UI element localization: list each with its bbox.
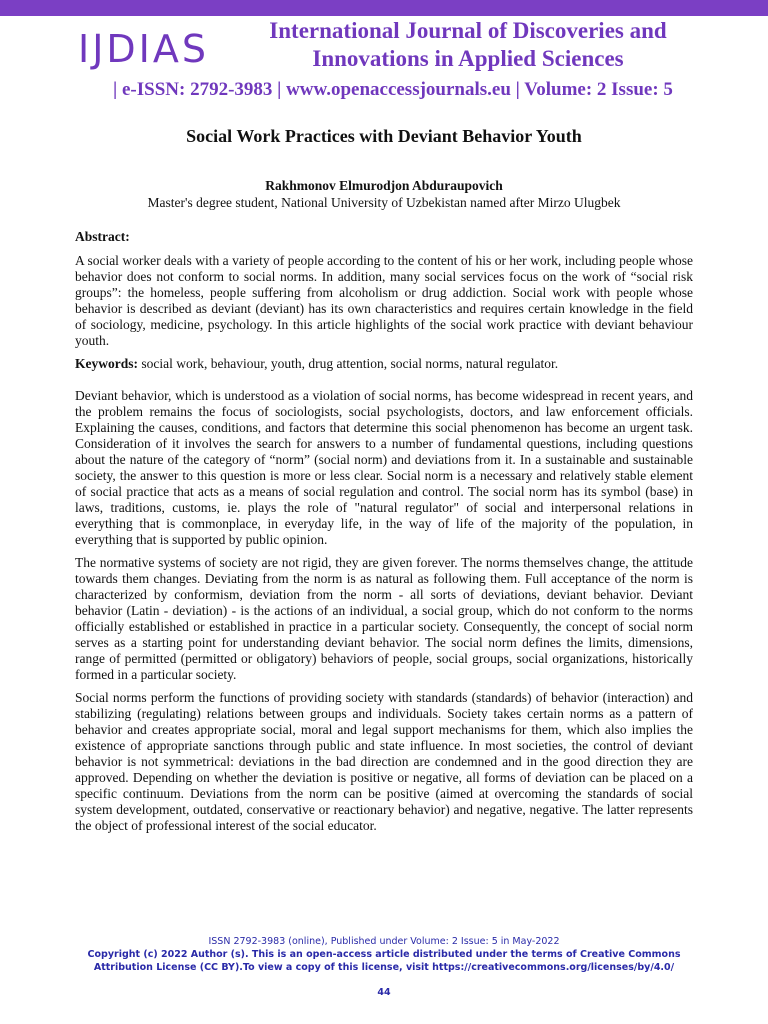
abstract-heading: Abstract: (75, 229, 130, 244)
article-body (75, 229, 693, 841)
top-color-bar (0, 0, 768, 16)
body-paragraph: Deviant behavior, which is understood as a violation of social norms, has become widespread in recent years, and the problem remains the focus of sociologists, social psychologists, doctors, and law enforcement officials. Explaining the causes, conditions, and factors that determine this social phenomenon has become an urgent task. Consideration of it involves the search for answers to a number of fundamental questions, including questions about the nature of the category of “norm” (social norm) and deviations from it. In a sustainable and sustainable society, the answer to this question is more or less clear. Social norm is a necessary and relatively stable element of social practice that acts as a means of social regulation and control. The social norm has its symbol (base) in laws, traditions, customs, ie. plays the role of "natural regulator" of social and interpersonal relations in everything that is commonplace, in everyday life, in the way of life of the majority of the population, in everything that is supported by public opinion. (75, 388, 693, 547)
paper-title: Social Work Practices with Deviant Behavior Youth (186, 126, 582, 146)
page-footer (0, 935, 768, 974)
author-name: Rakhmonov Elmurodjon Abduraupovich (265, 178, 503, 193)
abstract-text: A social worker deals with a variety of people according to the content of his or her work, including people whose behavior does not conform to social norms. In addition, many social services focus on the work of “social risk groups”: the homeless, people suffering from alcoholism or drug addiction. Social work with people whose behavior is described as deviant (deviant) has its own characteristics and requires certain knowledge in the field of sociology, medicine, psychology. In this article highlights of the social work practice with deviant behaviour youth. (75, 253, 693, 348)
keywords-text: social work, behaviour, youth, drug attention, social norms, natural regulator. (138, 356, 559, 371)
body-paragraph: The normative systems of society are not rigid, they are given forever. The norms themselves change, the attitude towards them changes. Deviating from the norm is as natural as following them. Full acceptance of the norm is characterized by conformism, deviation from the norm - all sorts of deviations, deviant behavior. Deviant behavior (Latin - deviation) - is the actions of an individual, a social group, which do not conform to the norms officially established or established in practice in a particular society. Consequently, the concept of social norm serves as a starting point for understanding deviant behavior. The social norm defines the limits, dimensions, range of permitted (permitted or obligatory) behaviors of people, social groups, social organizations, historically formed in a particular society. (75, 555, 693, 682)
keywords-label: Keywords: (75, 356, 138, 371)
footer-issn: ISSN 2792-3983 (online), Published under Volume: 2 Issue: 5 in May-2022 (208, 936, 560, 947)
page-number: 44 (377, 987, 391, 998)
journal-logo: IJDIAS (78, 27, 209, 71)
author-affiliation: Master's degree student, National University of Uzbekistan named after Mirzo Ulugbek (147, 195, 621, 210)
keywords (75, 356, 693, 372)
journal-title: International Journal of Discoveries and Innovations in Applied Sciences (269, 18, 667, 71)
footer-copyright: Copyright (c) 2022 Author (s). This is an open-access article distributed under the terms of Creative Commons (87, 949, 681, 960)
issn-line: | e-ISSN: 2792-3983 | www.openaccessjournals.eu | Volume: 2 Issue: 5 (113, 79, 673, 100)
body-paragraph: Social norms perform the functions of providing society with standards (standards) of behavior (interaction) and stabilizing (regulating) relations between groups and individuals. Society takes certain norms as a pattern of behavior and creates appropriate social, moral and legal support mechanisms for them, which also implies the existence of appropriate sanctions through public and state influence. In most societies, the control of deviant behavior is not symmetrical: deviations in the bad direction are condemned and in the good direction they are approved. Depending on whether the deviation is positive or negative, all forms of deviation can be placed on a specific continuum. Deviations from the norm can be positive (aimed at overcoming the standards of social system development, outdated, conservative or reactionary behavior) and negative, negative. The latter represents the object of professional interest of the social educator. (75, 690, 693, 833)
footer-license: Attribution License (CC BY).To view a copy of this license, visit https://creativecommons.org/licenses/by/4.0/ (93, 962, 675, 973)
